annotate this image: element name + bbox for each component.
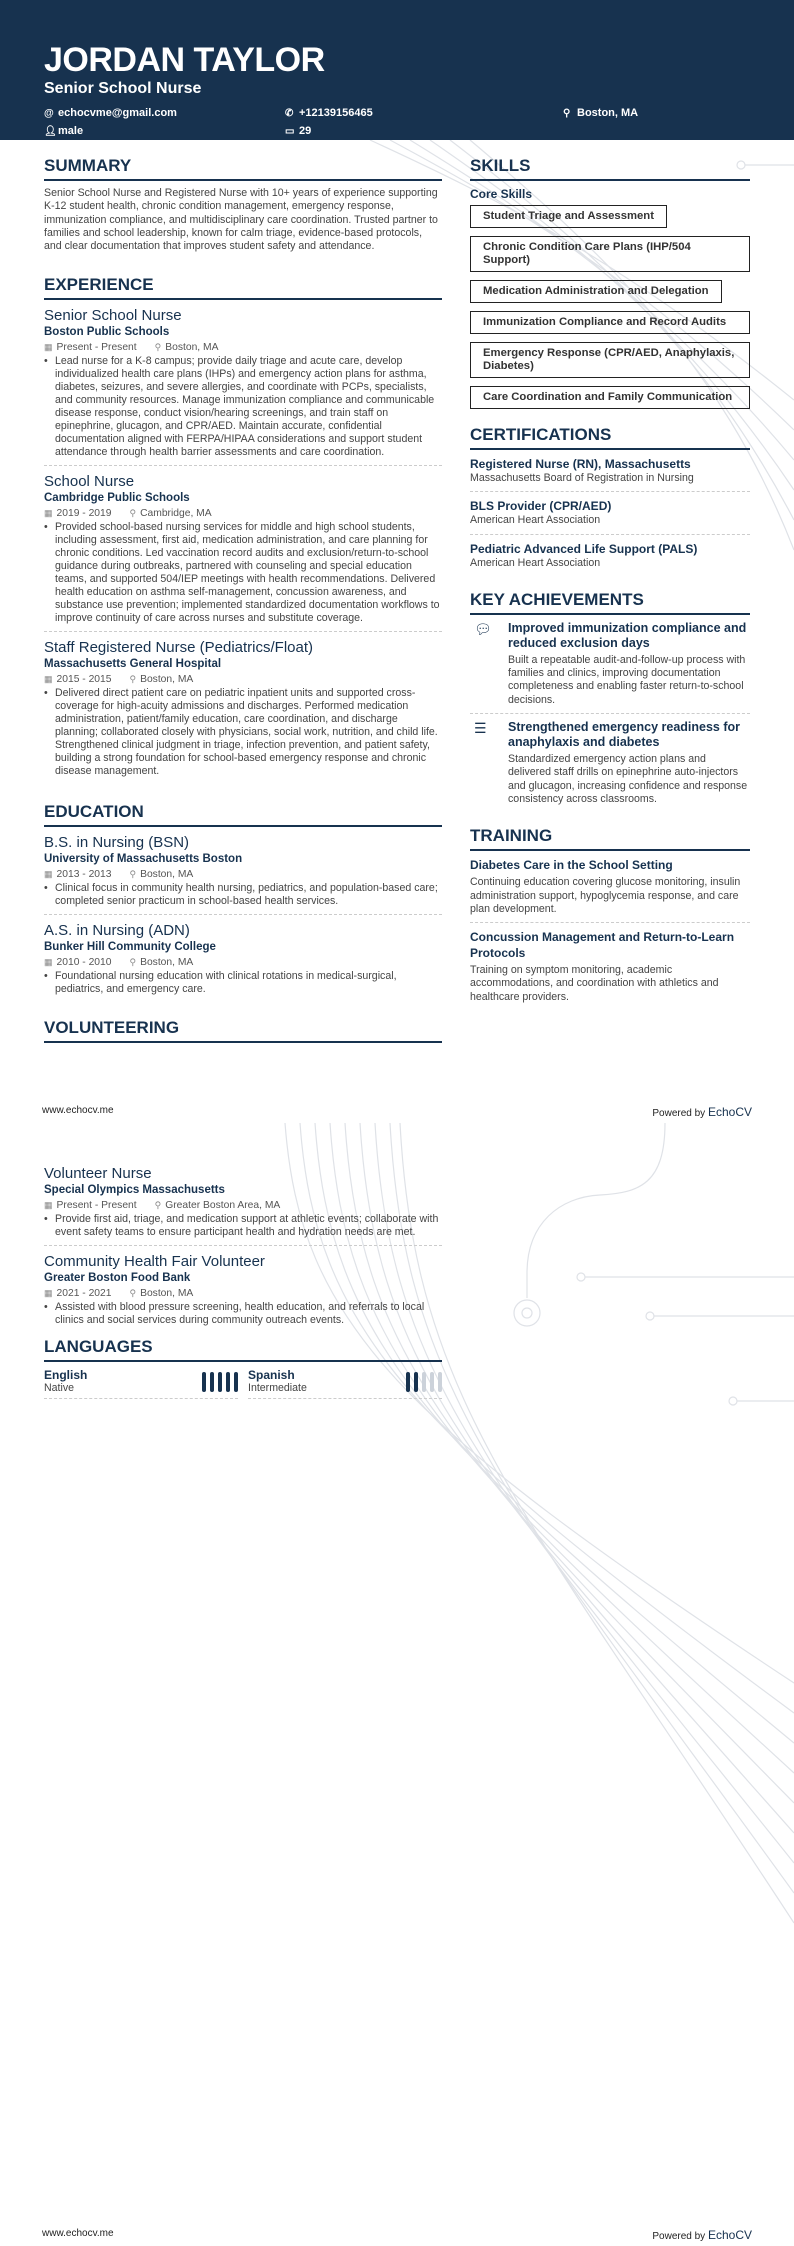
contact-location: ⚲ Boston, MA [563, 107, 639, 119]
footer-powered-by: Powered by EchoCV [652, 2228, 752, 2242]
contact-phone[interactable]: ✆ +12139156465 [285, 107, 373, 119]
echocv-brand: EchoCV [707, 2228, 752, 2242]
experience-entry-organization: Massachusetts General Hospital [44, 658, 222, 671]
achievement-title: Improved immunization compliance and reduced exclusion days [508, 620, 747, 650]
volunteering-entry-organization: Special Olympics Massachusetts [44, 1184, 225, 1196]
education-entry [44, 921, 442, 1002]
experience-entry-dates: 2015 - 2015 [56, 674, 112, 686]
certification-issuer: American Heart Association [470, 514, 601, 527]
volunteering-entry-location: Boston, MA [140, 1288, 194, 1299]
left-column [44, 142, 442, 1049]
experience-entry-title: Staff Registered Nurse (Pediatrics/Float) [44, 639, 313, 657]
footer-powered-by: Powered by EchoCV [652, 1105, 752, 1119]
bullet-icon: • [44, 1213, 48, 1225]
training-entry [470, 929, 750, 1010]
experience-entry-title: Senior School Nurse [44, 307, 182, 325]
right-column [470, 142, 750, 1016]
rating-bar [438, 1372, 442, 1392]
experience-entry-location: Boston, MA [140, 674, 194, 686]
experience-entry-dates: 2019 - 2019 [56, 508, 112, 520]
rating-bar [422, 1372, 426, 1392]
experience-entry-dates: Present - Present [56, 342, 137, 354]
rating-bar [430, 1372, 434, 1392]
volunteering-entry-dates: Present - Present [56, 1200, 137, 1211]
location-pin-icon: ⚲ [129, 957, 137, 968]
education-entry-dates: 2013 - 2013 [56, 869, 112, 881]
experience-entry-organization: Boston Public Schools [44, 326, 170, 339]
section-heading-certifications: CERTIFICATIONS [470, 425, 750, 450]
certification-name: Registered Nurse (RN), Massachusetts [470, 457, 691, 471]
volunteering-list [44, 1164, 442, 1339]
volunteering-entry-description: Provide first aid, triage, and medication support at athletic events; collaborate with event safety teams to ensure participant health and hydration needs are met. [55, 1213, 439, 1238]
experience-entry-location: Cambridge, MA [140, 508, 212, 520]
certification-issuer: Massachusetts Board of Registration in Nursing [470, 472, 694, 484]
volunteering-entry [44, 1252, 442, 1333]
certification-name: Pediatric Advanced Life Support (PALS) [470, 541, 698, 556]
resume-header [0, 0, 794, 140]
experience-entry-title: School Nurse [44, 473, 135, 491]
education-entry-dates: 2010 - 2010 [56, 957, 112, 969]
skills-group-label: Core Skills [470, 187, 533, 201]
education-entry-description: Clinical focus in community health nursing, pediatrics, and population-based care; completed senior practicum in school-based health services. [55, 882, 438, 908]
resume-page-2 [0, 1123, 794, 2246]
volunteering-entry-description: Assisted with blood pressure screening, health education, and referrals to local clinics and social services during community outreach events. [55, 1301, 425, 1326]
bullet-icon: • [44, 1301, 48, 1313]
certification-entry [470, 456, 750, 492]
volunteering-entry-organization: Greater Boston Food Bank [44, 1272, 191, 1284]
location-pin-icon: ⚲ [154, 1200, 162, 1210]
achievement-title: Strengthened emergency readiness for anaphylaxis and diabetes [508, 720, 741, 750]
candidate-name: JORDAN TAYLOR [44, 41, 325, 79]
calendar-icon: ▦ [44, 508, 53, 519]
bullet-icon: • [44, 355, 48, 368]
skill-tag: Student Triage and Assessment [470, 205, 667, 228]
volunteering-entry [44, 1164, 442, 1246]
rating-bar [234, 1372, 238, 1392]
location-pin-icon: ⚲ [563, 108, 571, 119]
skill-tag: Chronic Condition Care Plans (IHP/504 Support) [470, 236, 750, 272]
experience-entry [44, 306, 442, 466]
bullet-icon: • [44, 521, 48, 534]
bullet-icon: • [44, 970, 48, 983]
education-entry-organization: University of Massachusetts Boston [44, 853, 243, 866]
speech-bubble-icon: 💬︎ [474, 620, 492, 637]
volunteering-entry-title: Volunteer Nurse [44, 1165, 152, 1182]
certification-name: BLS Provider (CPR/AED) [470, 499, 612, 514]
training-title: Diabetes Care in the School Setting [470, 858, 673, 873]
skill-tag: Care Coordination and Family Communication [470, 386, 750, 409]
calendar-icon: ▦ [44, 1288, 53, 1298]
skill-tag: Medication Administration and Delegation [470, 280, 722, 303]
rating-bar [414, 1372, 418, 1392]
experience-entry-organization: Cambridge Public Schools [44, 492, 190, 505]
education-entry-location: Boston, MA [140, 957, 194, 969]
calendar-icon: ▦ [44, 1200, 53, 1210]
bullet-icon: • [44, 687, 48, 700]
section-heading-languages: LANGUAGES [44, 1337, 442, 1362]
achievement-entry [470, 720, 750, 812]
volunteering-entry-title: Community Health Fair Volunteer [44, 1253, 265, 1270]
experience-entry [44, 638, 442, 784]
language-rating-bars [406, 1368, 442, 1395]
certification-issuer: American Heart Association [470, 556, 601, 569]
training-entry [470, 857, 750, 923]
section-heading-volunteering: VOLUNTEERING [44, 1018, 442, 1043]
education-entry-title: A.S. in Nursing (ADN) [44, 922, 190, 940]
footer-site-link[interactable]: www.echocv.me [42, 1105, 114, 1116]
volunteering-entry-dates: 2021 - 2021 [56, 1288, 112, 1299]
section-heading-summary: SUMMARY [44, 156, 442, 181]
education-entry-organization: Bunker Hill Community College [44, 941, 216, 954]
footer-site-link[interactable]: www.echocv.me [42, 2228, 114, 2239]
languages-section [44, 1323, 442, 1399]
section-heading-education: EDUCATION [44, 802, 442, 827]
at-icon: @ [44, 108, 54, 119]
rating-bar [406, 1372, 410, 1392]
person-icon: 👤︎ [44, 126, 57, 137]
calendar-icon: ▦ [44, 342, 53, 353]
achievement-description: Standardized emergency action plans and delivered staff drills on epinephrine auto-injectors and glucagon, increasing confidence and response consistency across classrooms. [508, 753, 748, 805]
location-pin-icon: ⚲ [129, 508, 137, 519]
section-heading-experience: EXPERIENCE [44, 275, 442, 300]
phone-icon: ✆ [285, 108, 294, 119]
section-heading-skills: SKILLS [470, 156, 750, 181]
language-entry [248, 1368, 442, 1399]
rating-bar [202, 1372, 206, 1392]
calendar-icon: ▭ [285, 126, 295, 137]
contact-email[interactable]: @ echocvme@gmail.com [44, 107, 177, 119]
language-name: Spanish [248, 1368, 295, 1382]
education-entry-title: B.S. in Nursing (BSN) [44, 834, 190, 852]
echocv-brand: EchoCV [707, 1105, 752, 1119]
experience-entry-description: Provided school-based nursing services for middle and high school students, including assessment, first aid, medication administration, and care planning for chronic conditions. Led vaccination record audits and exclusion/return-to-school guidance during outbreaks, partnered with counseling and special education teams, and supported 504/IEP meetings with health recommendations. Delivered health education on asthma self-management, concussion awareness, and substance use prevention; implemented standardized documentation workflows to improve continuity of care across nurses and substitute coverage. [55, 521, 440, 625]
candidate-title: Senior School Nurse [44, 80, 202, 97]
education-entry-description: Foundational nursing education with clinical rotations in medical-surgical, pediatrics, and emergency care. [55, 970, 397, 996]
training-description: Training on symptom monitoring, academic accommodations, and coordination with athletics and healthcare providers. [470, 964, 719, 1003]
language-level: Native [44, 1382, 75, 1394]
calendar-icon: ▦ [44, 869, 53, 880]
training-description: Continuing education covering glucose monitoring, insulin administration support, hypoglycemia response, and care plan development. [470, 876, 741, 915]
skill-tag: Immunization Compliance and Record Audits [470, 311, 750, 334]
location-pin-icon: ⚲ [129, 1288, 137, 1298]
calendar-icon: ▦ [44, 957, 53, 968]
skill-tag: Emergency Response (CPR/AED, Anaphylaxis, Diabetes) [470, 342, 750, 378]
contact-gender: 👤︎male [44, 125, 84, 137]
location-pin-icon: ⚲ [129, 869, 137, 880]
language-level: Intermediate [248, 1382, 307, 1394]
experience-entry-description: Delivered direct patient care on pediatric inpatient units and supported cross-coverage for high-acuity admissions and discharges. Performed medication administration, patient/family education, care coordination, and discharge planning; collaborated closely with physicians, social work, nutrition, and child life. Strengthened clinical judgment in triage, infection prevention, and patient safety, building a strong foundation for school-based emergency response and chronic disease management. [55, 687, 438, 778]
language-entry [44, 1368, 238, 1399]
database-stack-icon: ☰ [474, 720, 487, 737]
achievement-entry [470, 621, 750, 714]
experience-entry-location: Boston, MA [165, 342, 219, 354]
training-title: Concussion Management and Return-to-Learn Protocols [470, 930, 735, 961]
experience-entry [44, 472, 442, 632]
language-name: English [44, 1368, 88, 1382]
education-entry-location: Boston, MA [140, 869, 194, 881]
location-pin-icon: ⚲ [154, 342, 162, 353]
section-heading-training: TRAINING [470, 826, 750, 851]
language-rating-bars [202, 1368, 238, 1395]
education-entry [44, 833, 442, 915]
location-pin-icon: ⚲ [129, 674, 137, 685]
rating-bar [210, 1372, 214, 1392]
certification-entry [470, 498, 750, 534]
rating-bar [226, 1372, 230, 1392]
contact-age: ▭ 29 [285, 125, 312, 137]
calendar-icon: ▦ [44, 674, 53, 685]
certification-entry [470, 541, 750, 576]
section-heading-achievements: KEY ACHIEVEMENTS [470, 590, 750, 615]
bullet-icon: • [44, 882, 48, 895]
summary-text: Senior School Nurse and Registered Nurse with 10+ years of experience supporting K-12 student health, chronic condition management, emergency response, immunization compliance, and multidisciplinary care coordination. Trusted partner to families and school leadership, known for calm triage, evidence-based protocols, and clear documentation that improves student safety and attendance. [44, 187, 438, 253]
achievement-description: Built a repeatable audit-and-follow-up process with families and clinics, improving documentation completeness and enabling faster return-to-school decisions. [508, 653, 746, 706]
experience-entry-description: Lead nurse for a K-8 campus; provide daily triage and acute care, develop individualized health care plans (IHPs) and emergency action plans for asthma, diabetes, seizures, and severe allergies, and coordinate with PCPs, specialists, and community resources. Manage immunization compliance and communicable disease response, conduct vision/hearing screenings, and train staff on epinephrine, glucagon, and CPR/AED. Maintain accurate, confidential documentation aligned with FERPA/HIPAA considerations and support student attendance through health barrier assessments and care coordination. [55, 355, 435, 459]
volunteering-entry-location: Greater Boston Area, MA [165, 1200, 281, 1211]
rating-bar [218, 1372, 222, 1392]
